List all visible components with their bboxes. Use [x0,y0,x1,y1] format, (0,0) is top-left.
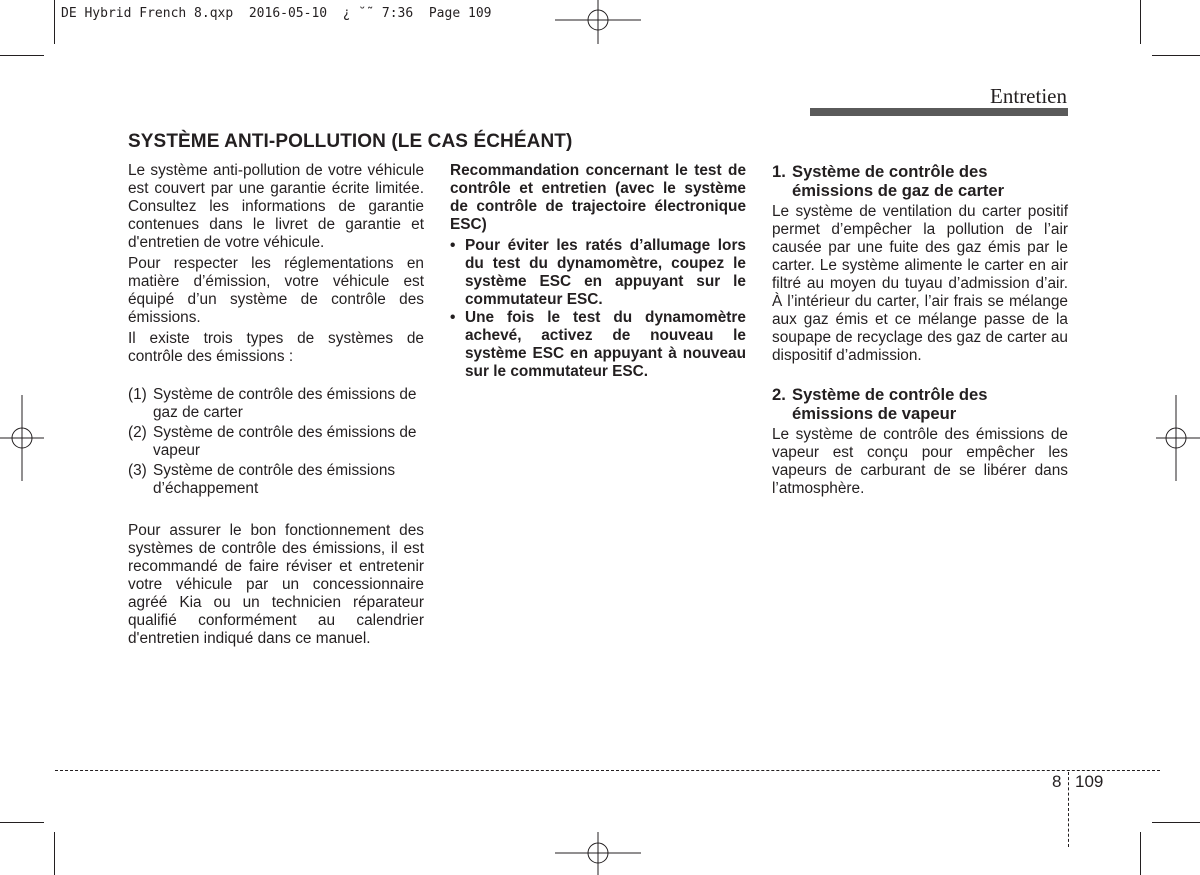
registration-mark-right [1154,395,1200,481]
bullet-text: Pour éviter les ratés d’allumage lors du test du dynamomètre, coupez le système ESC en appuyant sur le commutateur ESC. [465,237,746,308]
bullet-text: Une fois le test du dynamomètre achevé, activez de nouveau le système ESC en appuyant à nouveau sur le commutateur ESC. [465,309,746,380]
subsection-number: 1. [772,162,786,181]
col1-paragraph-2: Pour respecter les réglementations en matière d’émission, votre véhicule est équipé d’un système de contrôle des émissions. [128,255,424,326]
crop-mark-bottom-right-v [1140,832,1141,875]
crop-mark-bottom-left-v [54,832,55,875]
bullet-dot: • [450,237,456,254]
bullet-dot: • [450,309,456,326]
list-item [128,462,424,498]
list-item-text: Système de contrôle des émissions de vapeur [153,424,417,459]
header-bar [810,108,1068,116]
crop-mark-top-right-h [1152,55,1200,56]
chapter-number: 8 [1052,772,1062,791]
crop-mark-bottom-left-h [0,822,44,823]
list-item-number: (2) [128,424,147,441]
subsection-heading-line-1: Système de contrôle des [792,162,988,181]
subsection-body-2: Le système de contrôle des émissions de vapeur est conçu pour empêcher les vapeurs de carburant de se libérer dans l’atmosphère. [772,426,1068,497]
subsection-heading-line-2: émissions de vapeur [792,404,957,423]
list-item-text: Système de contrôle des émissions de gaz de carter [153,386,417,421]
crop-mark-top-left-h [0,55,44,56]
column-1 [128,162,424,648]
subsection-heading-line-1: Système de contrôle des [792,385,988,404]
col1-paragraph-1: Le système anti-pollution de votre véhicule est couvert par une garantie écrite limitée. Consultez les informations de garantie contenues dans le livret de garantie et d'entretien de votre véhicule. [128,162,424,251]
column-2 [450,162,746,381]
subsection-heading-line-2: émissions de gaz de carter [792,181,1005,200]
col1-paragraph-3: Il existe trois types de systèmes de contrôle des émissions : [128,330,424,365]
subsection-heading-2 [772,385,1068,423]
crop-mark-top-right-v [1140,0,1141,44]
col1-paragraph-4: Pour assurer le bon fonctionnement des systèmes de contrôle des émissions, il est recommandé de faire réviser et entretenir votre véhicule par un concessionnaire agréé Kia ou un technicien réparateur qualifié conformément au calendrier d'entretien indiqué dans ce manuel. [128,522,424,647]
registration-mark-top [555,0,641,46]
footer-dashed-rule [55,770,1160,771]
subsection-number: 2. [772,385,786,404]
subsection-body-1: Le système de ventilation du carter positif permet d’empêcher la pollution de l’air causée par une fuite des gaz émis par le carter. Le système alimente le carter en air filtré au moyen du tuyau d’admission d’air. À l’intérieur du carter, l’air frais se mélange aux gaz émis et ce mélange passe de la soupape de recyclage des gaz de carter au dispositif d’admission. [772,203,1068,364]
bullet-item [450,237,746,309]
footer-vertical-dashed-rule [1068,772,1069,847]
registration-mark-bottom [555,832,641,875]
registration-mark-left [0,395,46,481]
crop-mark-bottom-right-h [1152,822,1200,823]
section-name: Entretien [990,84,1067,108]
list-item-text: Système de contrôle des émissions d’échappement [153,462,396,497]
subsection-heading-1 [772,162,1068,200]
column-3 [772,162,1068,498]
page-title: SYSTÈME ANTI-POLLUTION (LE CAS ÉCHÉANT) [128,131,573,152]
list-item [128,386,424,422]
list-item-number: (1) [128,386,147,403]
page-number: 109 [1075,772,1104,791]
print-slug-line: DE Hybrid French 8.qxp 2016-05-10 ¿ ˘˜ 7:36 Page 109 [61,6,492,21]
bullet-item [450,309,746,381]
list-item [128,424,424,460]
col2-heading: Recommandation concernant le test de contrôle et entretien (avec le système de contrôle de trajectoire électronique ESC) [450,162,746,233]
crop-mark-top-left-v [54,0,55,44]
list-item-number: (3) [128,462,147,479]
